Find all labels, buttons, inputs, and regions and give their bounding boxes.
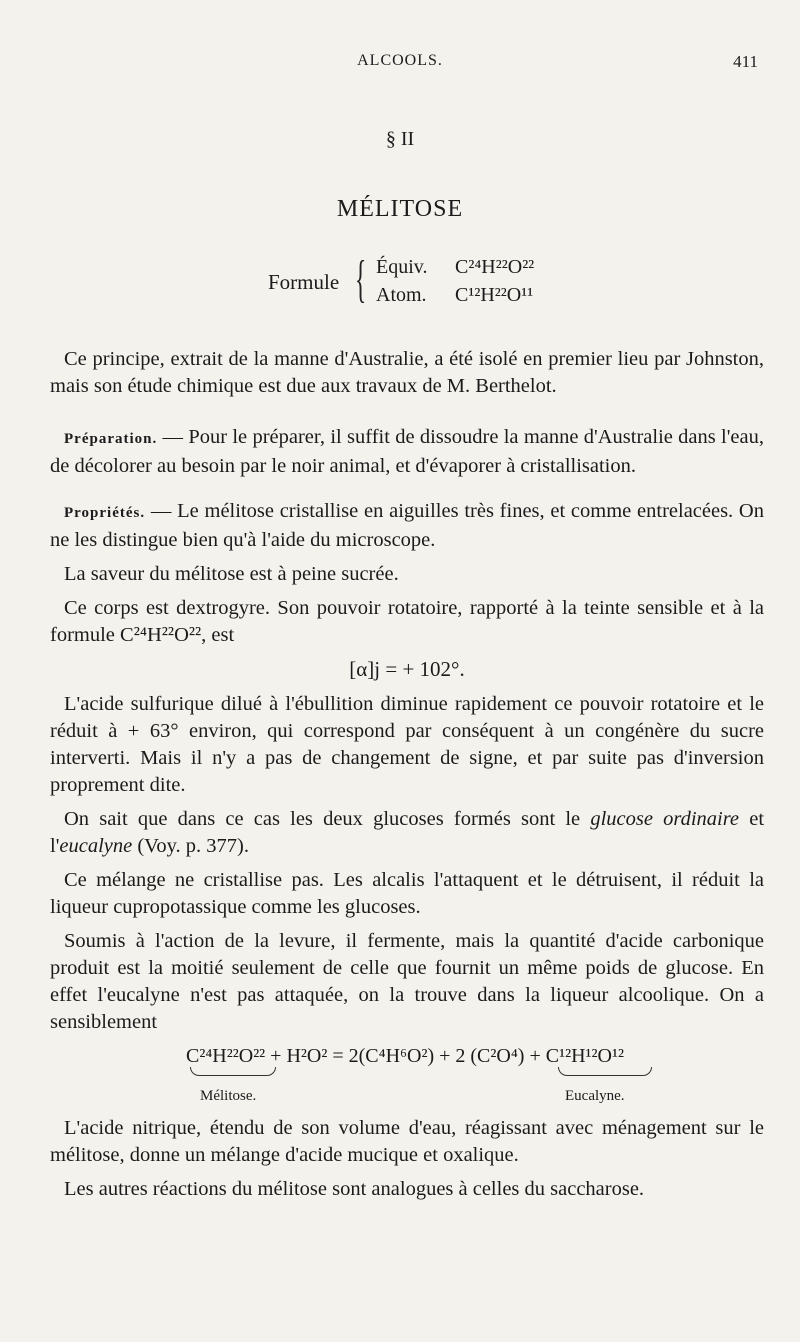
- other-reactions-paragraph: Les autres réactions du mélitose sont analogues à celles du saccharose.: [64, 1178, 645, 1200]
- properties-text: — Le mélitose cristallise en aiguilles très fines, et comme entrelacées. On ne les distingue bien qu'à l'aide du microscope.: [50, 500, 764, 551]
- glucoses-pre: On sait que dans ce cas les deux glucoses formés sont le: [64, 808, 591, 830]
- glucoses-post: (Voy. p. 377).: [132, 835, 249, 857]
- formula-block: [268, 251, 568, 310]
- page-header: [0, 52, 800, 78]
- intro-paragraph: Ce principe, extrait de la manne d'Australie, a été isolé en premier lieu par Johnston, mais son étude chimique est due aux travaux de M. Berthelot.: [50, 348, 764, 397]
- formula-label: Formule: [268, 270, 340, 294]
- body-text: [50, 346, 764, 1210]
- eucalyne-term: eucalyne: [59, 835, 133, 857]
- dextro-paragraph: Ce corps est dextrogyre. Son pouvoir rotatoire, rapporté à la teinte sensible et à la formule C²⁴H²²O²², est: [50, 597, 764, 646]
- running-title: ALCOOLS.: [357, 52, 443, 69]
- properties-paragraph: [50, 498, 764, 554]
- equation-block: [50, 1043, 764, 1109]
- formula-atom-row: [376, 284, 533, 307]
- formula-atom-prefix: Atom.: [376, 284, 427, 306]
- label-eucalyne: Eucalyne.: [565, 1088, 625, 1104]
- preparation-text: — Pour le préparer, il suffit de dissoudre la manne d'Australie dans l'eau, de décolorer au besoin par le noir animal, et d'évaporer à cristallisation.: [50, 426, 764, 477]
- page-title: MÉLITOSE: [336, 196, 464, 222]
- formula-equiv: C²⁴H²²O²²: [455, 256, 535, 278]
- properties-heading: Propriétés.: [64, 505, 146, 521]
- preparation-paragraph: [50, 424, 764, 480]
- page-number: 411: [733, 52, 758, 71]
- glucoses-mid: et l': [50, 808, 765, 857]
- mixture-paragraph: Ce mélange ne cristallise pas. Les alcalis l'attaquent et le détruisent, il réduit la liqueur cupropotassique comme les glucoses.: [50, 869, 764, 918]
- formula-equiv-prefix: Équiv.: [376, 256, 428, 278]
- glucose-ordinaire: glucose ordinaire: [590, 808, 740, 830]
- brace-icon: {: [355, 251, 367, 308]
- nitric-paragraph: L'acide nitrique, étendu de son volume d'eau, réagissant avec ménagement sur le mélitose, donne un mélange d'acide mucique et oxalique.: [50, 1117, 764, 1166]
- yeast-paragraph: Soumis à l'action de la levure, il fermente, mais la quantité d'acide carbonique produit est la moitié seulement de celle que fournit un même poids de glucose. En effet l'eucalyne n'est pas attaquée, on la trouve dans la liqueur alcoolique. On a sensiblement: [50, 930, 764, 1033]
- sulfuric-paragraph: L'acide sulfurique dilué à l'ébullition diminue rapidement ce pouvoir rotatoire et le réduit à + 63° environ, qui correspond par conséquent à un congénère du sucre interverti. Mais il n'y a pas de changement de signe, et par suite pas d'inversion proprement dite.: [50, 693, 764, 796]
- underbrace-icon: [558, 1067, 652, 1076]
- taste-paragraph: La saveur du mélitose est à peine sucrée.: [64, 563, 399, 585]
- formula-atom: C¹²H²²O¹¹: [455, 284, 534, 306]
- fermentation-equation: C²⁴H²²O²² + H²O² = 2(C⁴H⁶O²) + 2 (C²O⁴) + C¹²H¹²O¹²: [186, 1045, 624, 1067]
- formula-equiv-row: [376, 256, 534, 279]
- preparation-heading: Préparation.: [64, 431, 158, 447]
- glucoses-paragraph: [50, 806, 764, 860]
- underbrace-icon: [190, 1067, 276, 1076]
- section-mark: § II: [385, 128, 415, 150]
- label-melitose: Mélitose.: [200, 1088, 257, 1104]
- rotation-equation: [α]j = + 102°.: [349, 657, 465, 681]
